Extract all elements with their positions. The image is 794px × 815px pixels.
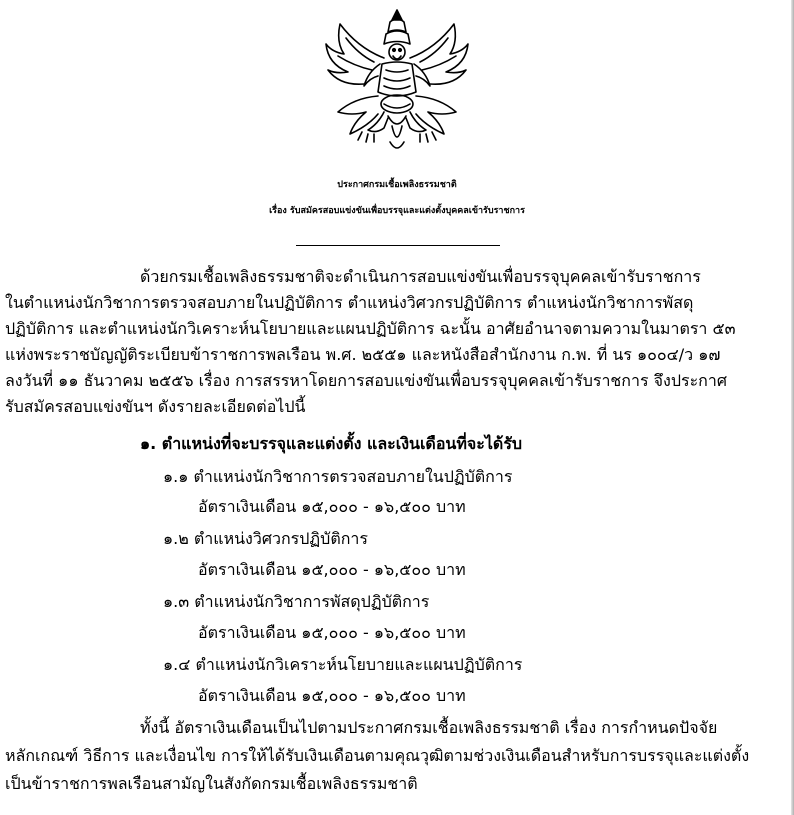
position-title: ๑.๒ ตำแหน่งวิศวกรปฏิบัติการ: [163, 529, 368, 548]
intro-line: แห่งพระราชบัญญัติระเบียบข้าราชการพลเรือน พ.ศ. ๒๕๕๑ และหนังสือสำนักงาน ก.พ. ที่ นร ๑๐๐๔/ว ๑๗: [5, 345, 721, 364]
title-divider: [296, 245, 500, 246]
intro-line: ในตำแหน่งนักวิชาการตรวจสอบภายในปฏิบัติการ ตำแหน่งวิศวกรปฏิบัติการ ตำแหน่งนักวิชาการพัสดุ: [5, 293, 694, 312]
closing-line: ทั้งนี้ อัตราเงินเดือนเป็นไปตามประกาศกรมเชื้อเพลิงธรรมชาติ เรื่อง การกำหนดปัจจัย: [140, 718, 718, 737]
document-title: ประกาศกรมเชื้อเพลิงธรรมชาติ: [337, 180, 457, 190]
intro-line: ลงวันที่ ๑๑ ธันวาคม ๒๕๕๖ เรื่อง การสรรหาโดยการสอบแข่งขันเพื่อบรรจุบุคคลเข้ารับราชการ จึงประกาศ: [5, 371, 727, 390]
closing-line: หลักเกณฑ์ วิธีการ และเงื่อนไข การให้ได้รับเงินเดือนตามคุณวุฒิตามช่วงเงินเดือนสำหรับการบรรจุและแต่งตั้ง: [5, 746, 750, 765]
position-salary: อัตราเงินเดือน ๑๕,๐๐๐ - ๑๖,๕๐๐ บาท: [198, 686, 466, 705]
intro-line: รับสมัครสอบแข่งขันฯ ดังรายละเอียดต่อไปนี้: [5, 397, 306, 416]
position-salary: อัตราเงินเดือน ๑๕,๐๐๐ - ๑๖,๕๐๐ บาท: [198, 623, 466, 642]
closing-line: เป็นข้าราชการพลเรือนสามัญในสังกัดกรมเชื้อเพลิงธรรมชาติ: [5, 774, 418, 793]
intro-line: ด้วยกรมเชื้อเพลิงธรรมชาติจะดำเนินการสอบแข่งขันเพื่อบรรจุบุคคลเข้ารับราชการ: [140, 267, 701, 286]
position-title: ๑.๔ ตำแหน่งนักวิเคราะห์นโยบายและแผนปฏิบัติการ: [163, 655, 523, 674]
position-salary: อัตราเงินเดือน ๑๕,๐๐๐ - ๑๖,๕๐๐ บาท: [198, 497, 466, 516]
garuda-emblem-icon: [318, 8, 476, 156]
section-heading: ๑. ตำแหน่งที่จะบรรจุและแต่งตั้ง และเงินเดือนที่จะได้รับ: [140, 434, 523, 453]
intro-line: ปฏิบัติการ และตำแหน่งนักวิเคราะห์นโยบายและแผนปฏิบัติการ ฉะนั้น อาศัยอำนาจตามความในมาตรา ๕๓: [5, 319, 736, 338]
position-title: ๑.๑ ตำแหน่งนักวิชาการตรวจสอบภายในปฏิบัติการ: [163, 467, 513, 486]
position-salary: อัตราเงินเดือน ๑๕,๐๐๐ - ๑๖,๕๐๐ บาท: [198, 560, 466, 579]
position-title: ๑.๓ ตำแหน่งนักวิชาการพัสดุปฏิบัติการ: [163, 592, 430, 611]
document-subject: เรื่อง รับสมัครสอบแข่งขันเพื่อบรรจุและแต่งตั้งบุคคลเข้ารับราชการ: [269, 206, 525, 216]
